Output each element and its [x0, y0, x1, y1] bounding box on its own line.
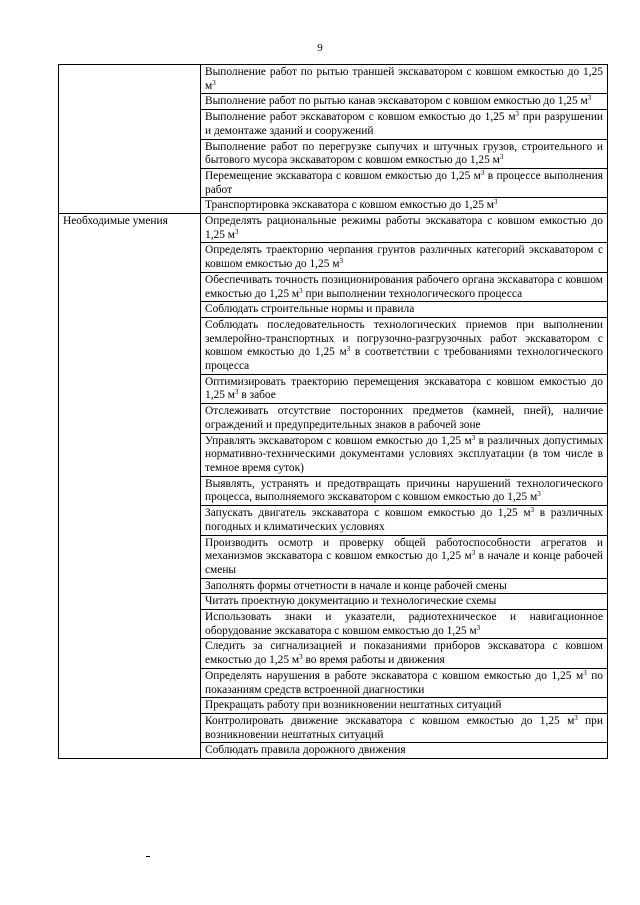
- table-cell-text: Определять нарушения в работе экскаватора с ковшом емкостью до 1,25 $м^3$ по показаниям средств встроенной диагностики: [201, 668, 608, 697]
- group-label-empty: [59, 65, 201, 214]
- table-cell-text: Выполнение работ по рытью канав экскаватором с ковшом емкостью до 1,25 $м^3$: [201, 94, 608, 110]
- table-cell-text: Контролировать движение экскаватора с ковшом емкостью до 1,25 $м^3$ при возникновении нештатных ситуаций: [201, 713, 608, 742]
- table-cell-text: Использовать знаки и указатели, радиотехническое и навигационное оборудование экскаватора с ковшом емкостью до 1,25 $м^3$: [201, 610, 608, 639]
- table-body: [59, 65, 608, 759]
- table-row: [59, 214, 608, 243]
- table-cell-text: Соблюдать последовательность технологических приемов при выполнении землеройно-транспортных и погрузочно-разгрузочных работ экскаватором с ковшом емкостью до 1,25 $м^3$ в соответствии с требованиями технологического процесса: [201, 317, 608, 374]
- table-cell-text: Следить за сигнализацией и показаниями приборов экскаватора с ковшом емкостью до 1,25 $м^3$ во время работы и движения: [201, 639, 608, 668]
- table-row: [59, 65, 608, 94]
- table-cell-text: Выполнение работ экскаватором с ковшом емкостью до 1,25 $м^3$ при разрушении и демонтаже зданий и сооружений: [201, 110, 608, 139]
- footer-mark: [146, 856, 150, 857]
- table-cell-text: Оптимизировать траекторию перемещения экскаватора с ковшом емкостью до 1,25 $м^3$ в забое: [201, 374, 608, 403]
- table-cell-text: Соблюдать строительные нормы и правила: [201, 302, 608, 318]
- table-cell-text: Управлять экскаватором с ковшом емкостью до 1,25 $м^3$ в различных допустимых нормативно-техническими документами условиях эксплуатации (в том числе в темное время суток): [201, 433, 608, 476]
- table-cell-text: Выполнение работ по рытью траншей экскаватором с ковшом емкостью до 1,25 $м^3$: [201, 65, 608, 94]
- table-cell-text: Выполнение работ по перегрузке сыпучих и штучных грузов, строительного и бытового мусора экскаватором с ковшом емкостью до 1,25 $м^3$: [201, 139, 608, 168]
- table-cell-text: Запускать двигатель экскаватора с ковшом емкостью до 1,25 $м^3$ в различных погодных и климатических условиях: [201, 506, 608, 535]
- group-label-skills: Необходимые умения: [59, 214, 201, 759]
- table-cell-text: Определять рациональные режимы работы экскаватора с ковшом емкостью до 1,25 $м^3$: [201, 214, 608, 243]
- table-cell-text: Заполнять формы отчетности в начале и конце рабочей смены: [201, 578, 608, 594]
- table-cell-text: Определять траекторию черпания грунтов различных категорий экскаватором с ковшом емкостью до 1,25 $м^3$: [201, 243, 608, 272]
- table-cell-text: Соблюдать правила дорожного движения: [201, 743, 608, 759]
- table-cell-text: Выявлять, устранять и предотвращать причины нарушений технологического процесса, выполняемого экскаватором с ковшом емкостью до 1,25 $м^3$: [201, 476, 608, 505]
- table-cell-text: Прекращать работу при возникновении нештатных ситуаций: [201, 698, 608, 714]
- table-cell-text: Производить осмотр и проверку общей работоспособности агрегатов и механизмов экскаватора с ковшом емкостью до 1,25 $м^3$ в начале и конце рабочей смены: [201, 535, 608, 578]
- page-number: 9: [317, 42, 323, 54]
- table-cell-text: Транспортировка экскаватора с ковшом емкостью до 1,25 $м^3$: [201, 198, 608, 214]
- table-cell-text: Отслеживать отсутствие посторонних предметов (камней, пней), наличие ограждений и предупредительных знаков в рабочей зоне: [201, 404, 608, 433]
- table-cell-text: Перемещение экскаватора с ковшом емкостью до 1,25 $м^3$ в процессе выполнения работ: [201, 168, 608, 197]
- table-cell-text: Обеспечивать точность позиционирования рабочего органа экскаватора с ковшом емкостью до 1,25 $м^3$ при выполнении технологического процесса: [201, 272, 608, 301]
- table-cell-text: Читать проектную документацию и технологические схемы: [201, 594, 608, 610]
- competency-table: [58, 64, 608, 759]
